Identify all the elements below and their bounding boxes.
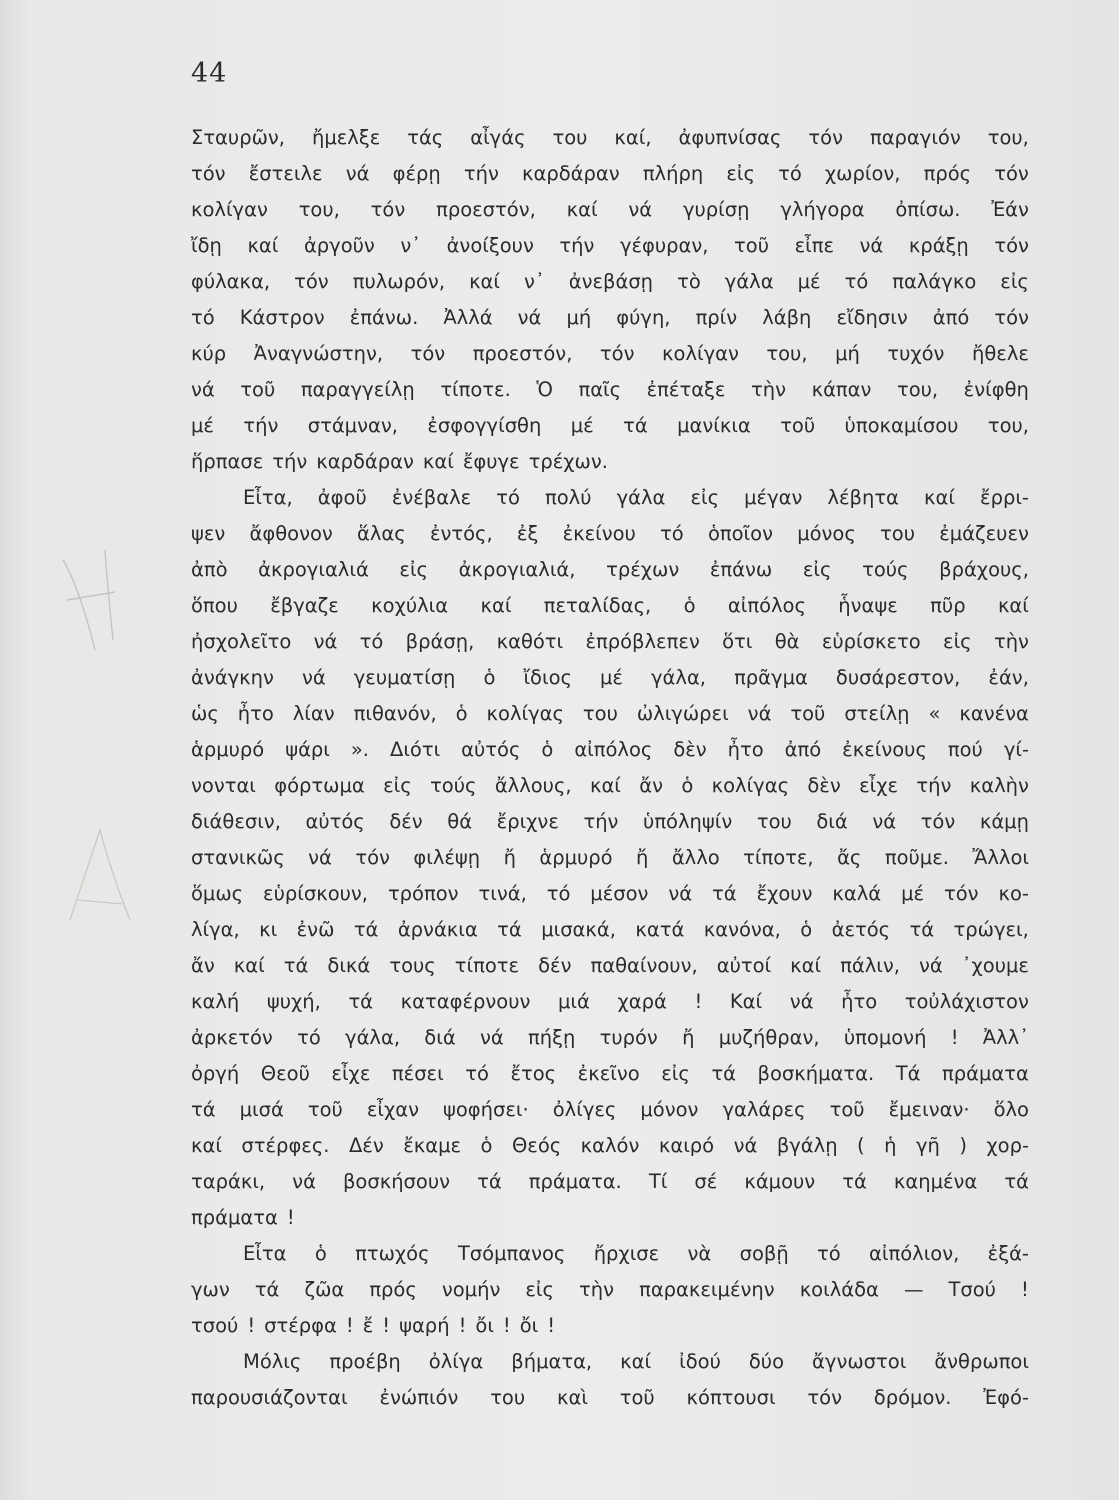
text-line: νονται φόρτωμα εἰς τούς ἄλλους, καί ἄν ὁ κολίγας δὲν εἶχε τήν καλὴν [191, 774, 1029, 797]
page-number: 44 [191, 58, 228, 89]
text-line: Μόλις προέβη ὀλίγα βήματα, καί ἰδού δύο ἄγνωστοι ἄνθρωποι [243, 1350, 1029, 1373]
text-line: ἴδῃ καί ἀργοῦν ν᾿ ἀνοίξουν τήν γέφυραν, τοῦ εἶπε νά κράξῃ τόν [191, 234, 1029, 257]
text-line: ἄν καί τά δικά τους τίποτε δέν παθαίνουν, αὐτοί καί πάλιν, νά ᾿χουμε [191, 954, 1029, 977]
text-line: τό Κάστρον ἐπάνω. Ἀλλά νά μή φύγη, πρίν λάβη εἴδησιν ἀπό τόν [191, 306, 1029, 329]
text-line: γων τά ζῶα πρός νομήν εἰς τὴν παρακειμένην κοιλάδα — Τσού ! [191, 1278, 1029, 1301]
text-line: ἀρκετόν τό γάλα, διά νά πήξῃ τυρόν ἤ μυζήθραν, ὑπομονή ! Ἀλλ᾿ [191, 1026, 1029, 1049]
margin-pencil-mark-upper [55, 540, 125, 660]
text-line: ἥρπασε τήν καρδάραν καί ἔφυγε τρέχων. [191, 450, 608, 473]
text-line: ἁρμυρό ψάρι ». Διότι αὐτός ὁ αἰπόλος δὲν ἦτο ἀπό ἐκείνους πού γί- [191, 738, 1029, 761]
text-line: κύρ Ἀναγνώστην, τόν προεστόν, τόν κολίγαν του, μή τυχόν ἤθελε [191, 342, 1029, 365]
text-line: τά μισά τοῦ εἶχαν ψοφήσει· ὀλίγες μόνον γαλάρες τοῦ ἔμειναν· ὅλο [191, 1098, 1029, 1121]
text-line: ὡς ἦτο λίαν πιθανόν, ὁ κολίγας του ὠλιγώρει νά τοῦ στείλῃ « κανένα [191, 702, 1029, 725]
text-line: κολίγαν του, τόν προεστόν, καί νά γυρίσῃ γλήγορα ὀπίσω. Ἐάν [191, 198, 1029, 221]
text-line: Εἶτα ὁ πτωχός Τσόμπανος ἤρχισε νὰ σοβῇ τό αἰπόλιον, ἐξά- [243, 1242, 1029, 1265]
text-line: Σταυρῶν, ἤμελξε τάς αἶγάς του καί, ἀφυπνίσας τόν παραγιόν του, [191, 126, 1029, 149]
text-body [191, 120, 1029, 1416]
text-line: στανικῶς νά τόν φιλέψῃ ἤ ἁρμυρό ἤ ἄλλο τίποτε, ἄς ποῦμε. Ἄλλοι [191, 846, 1029, 869]
text-line: πράματα ! [191, 1206, 295, 1229]
text-line: τόν ἔστειλε νά φέρῃ τήν καρδάραν πλήρη εἰς τό χωρίον, πρός τόν [191, 162, 1029, 185]
text-line: νά τοῦ παραγγείλῃ τίποτε. Ὁ παῖς ἐπέταξε τὴν κάπαν του, ἐνίφθη [191, 378, 1029, 401]
text-line: Εἶτα, ἀφοῦ ἐνέβαλε τό πολύ γάλα εἰς μέγαν λέβητα καί ἔρρι- [243, 486, 1029, 509]
text-line: καλή ψυχή, τά καταφέρνουν μιά χαρά ! Καί νά ἦτο τοὐλάχιστον [191, 990, 1029, 1013]
text-line: ἠσχολεῖτο νά τό βράσῃ, καθότι ἐπρόβλεπεν ὅτι θὰ εὑρίσκετο εἰς τὴν [191, 630, 1029, 653]
text-line: ἀπὸ ἀκρογιαλιά εἰς ἀκρογιαλιά, τρέχων ἐπάνω εἰς τούς βράχους, [191, 558, 1029, 581]
text-line: ἀνάγκην νά γευματίσῃ ὁ ἴδιος μέ γάλα, πρᾶγμα δυσάρεστον, ἐάν, [191, 666, 1029, 689]
text-line: τσού ! στέρφα ! ἔ ! ψαρή ! ὄι ! ὄι ! [191, 1314, 556, 1337]
text-line: λίγα, κι ἐνῶ τά ἀρνάκια τά μισακά, κατά κανόνα, ὁ ἀετός τά τρώγει, [191, 918, 1029, 941]
text-line: μέ τήν στάμναν, ἐσφογγίσθη μέ τά μανίκια τοῦ ὑποκαμίσου του, [191, 414, 1029, 437]
text-line: διάθεσιν, αὐτός δέν θά ἔριχνε τήν ὑπόληψίν του διά νά τόν κάμῃ [191, 810, 1029, 833]
text-line: ὀργή Θεοῦ εἶχε πέσει τό ἔτος ἐκεῖνο εἰς τά βοσκήματα. Τά πράματα [191, 1062, 1029, 1085]
text-line: καί στέρφες. Δέν ἔκαμε ὁ Θεός καλόν καιρό νά βγάλῃ ( ἡ γῆ ) χορ- [191, 1134, 1029, 1157]
text-line: φύλακα, τόν πυλωρόν, καί ν᾿ ἀνεβάσῃ τὸ γάλα μέ τό παλάγκο εἰς [191, 270, 1029, 293]
text-line: ταράκι, νά βοσκήσουν τά πράματα. Τί σέ κάμουν τά καημένα τά [191, 1170, 1029, 1193]
text-line: ὅπου ἔβγαζε κοχύλια καί πεταλίδας, ὁ αἰπόλος ἧναψε πῦρ καί [191, 594, 1029, 617]
margin-pencil-mark-lower [60, 820, 140, 930]
text-line: ψεν ἄφθονον ἅλας ἐντός, ἐξ ἐκείνου τό ὁποῖον μόνος του ἐμάζευεν [191, 522, 1029, 545]
text-line: ὅμως εὑρίσκουν, τρόπον τινά, τό μέσον νά τά ἔχουν καλά μέ τόν κο- [191, 882, 1029, 905]
text-line: παρουσιάζονται ἐνώπιόν του καὶ τοῦ κόπτουσι τόν δρόμον. Ἐφό- [191, 1386, 1029, 1409]
